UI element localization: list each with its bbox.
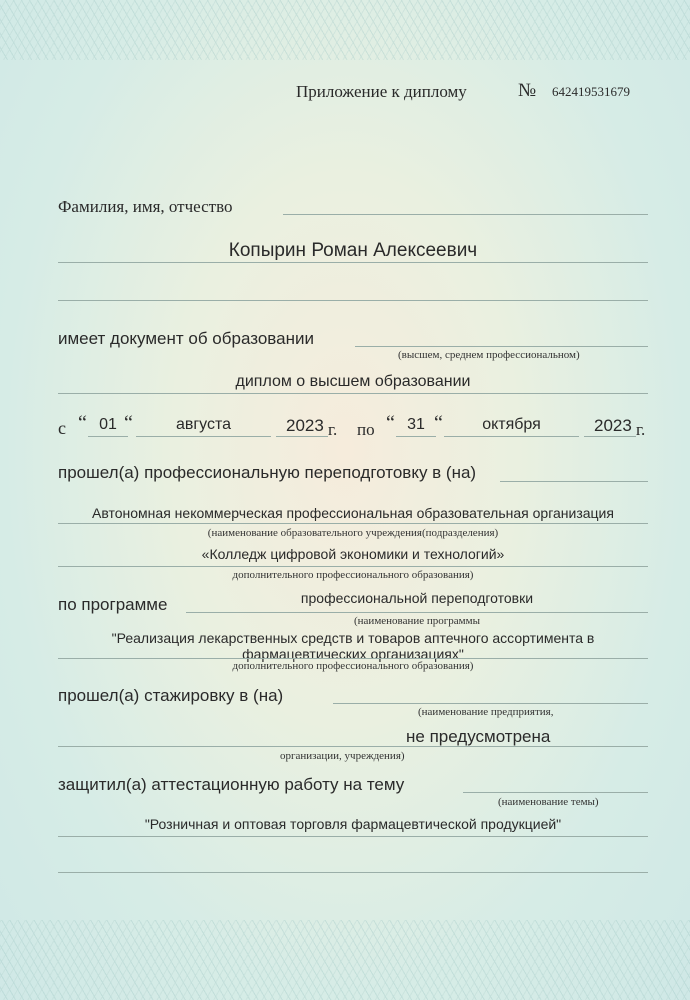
day-line-2 bbox=[396, 436, 436, 437]
training-org-hint: (наименование образовательного учреждения(подразделения) bbox=[207, 527, 499, 539]
date-to-day: 31 bbox=[407, 416, 425, 433]
month-line-2 bbox=[444, 436, 579, 437]
org-line-2 bbox=[58, 566, 648, 567]
date-from-month: августа bbox=[175, 416, 232, 433]
program-type: профессиональной переподготовки bbox=[300, 590, 534, 606]
program-hint2: дополнительного профессионального образования) bbox=[232, 660, 474, 672]
fio-label: Фамилия, имя, отчество bbox=[58, 197, 233, 216]
internship-value: не предусмотрена bbox=[406, 727, 551, 746]
internship-line-2 bbox=[58, 746, 648, 747]
diploma-number: 642419531679 bbox=[552, 84, 630, 99]
thesis-line-3 bbox=[58, 872, 648, 873]
year-line-1 bbox=[276, 436, 328, 437]
training-label: прошел(а) профессиональную переподготовку в (на) bbox=[58, 463, 477, 482]
program-name-line1: "Реализация лекарственных средств и товаров аптечного ассортимента в bbox=[111, 630, 595, 646]
internship-hint: (наименование предприятия, bbox=[418, 706, 554, 718]
edu-line-1 bbox=[355, 346, 648, 347]
quote-open-1: “ bbox=[78, 412, 87, 434]
edu-value: диплом о высшем образовании bbox=[235, 373, 471, 390]
org-line-1 bbox=[58, 523, 648, 524]
edu-line-2 bbox=[58, 393, 648, 394]
fio-line-3 bbox=[58, 300, 648, 301]
date-to-year: 2023 bbox=[594, 416, 632, 435]
quote-close-1: “ bbox=[124, 412, 133, 434]
appendix-label: Приложение к диплому bbox=[296, 82, 467, 101]
year-line-2 bbox=[584, 436, 636, 437]
year-suffix-2: г. bbox=[636, 420, 646, 439]
training-line bbox=[500, 481, 648, 482]
number-sign: № bbox=[518, 80, 537, 101]
date-to-month: октября bbox=[482, 416, 541, 433]
program-name-line2: фармацевтических организациях" bbox=[242, 646, 464, 662]
quote-open-2: “ bbox=[386, 412, 395, 434]
thesis-label: защитил(а) аттестационную работу на тему bbox=[58, 775, 405, 794]
year-suffix-1: г. bbox=[328, 420, 338, 439]
program-line-1 bbox=[186, 612, 648, 613]
date-from-day: 01 bbox=[99, 416, 117, 433]
date-to-prefix: по bbox=[357, 420, 375, 439]
internship-line-1 bbox=[333, 703, 648, 704]
training-org-line2: «Колледж цифровой экономики и технологий» bbox=[201, 546, 505, 562]
thesis-hint: (наименование темы) bbox=[498, 796, 599, 808]
guilloche-top bbox=[0, 0, 690, 60]
training-org-hint2: дополнительного профессионального образования) bbox=[232, 569, 474, 581]
edu-hint: (высшем, среднем профессиональном) bbox=[398, 349, 580, 361]
day-line-1 bbox=[88, 436, 128, 437]
quote-close-2: “ bbox=[434, 412, 443, 434]
month-line-1 bbox=[136, 436, 271, 437]
program-label: по программе bbox=[58, 595, 168, 614]
thesis-line-1 bbox=[463, 792, 648, 793]
guilloche-bottom bbox=[0, 920, 690, 1000]
fio-line-2 bbox=[58, 262, 648, 263]
thesis-value: "Розничная и оптовая торговля фармацевтической продукцией" bbox=[144, 816, 562, 832]
internship-label: прошел(а) стажировку в (на) bbox=[58, 686, 284, 705]
thesis-line-2 bbox=[58, 836, 648, 837]
edu-label: имеет документ об образовании bbox=[58, 329, 314, 348]
training-org-line1: Автономная некоммерческая профессиональная образовательная организация bbox=[92, 505, 614, 521]
internship-hint2: организации, учреждения) bbox=[280, 750, 405, 762]
date-from-prefix: с bbox=[58, 418, 66, 438]
program-line-2 bbox=[58, 658, 648, 659]
fio-value: Копырин Роман Алексеевич bbox=[228, 240, 478, 261]
program-hint: (наименование программы bbox=[354, 615, 480, 627]
date-from-year: 2023 bbox=[286, 416, 324, 435]
fio-line-1 bbox=[283, 214, 648, 215]
